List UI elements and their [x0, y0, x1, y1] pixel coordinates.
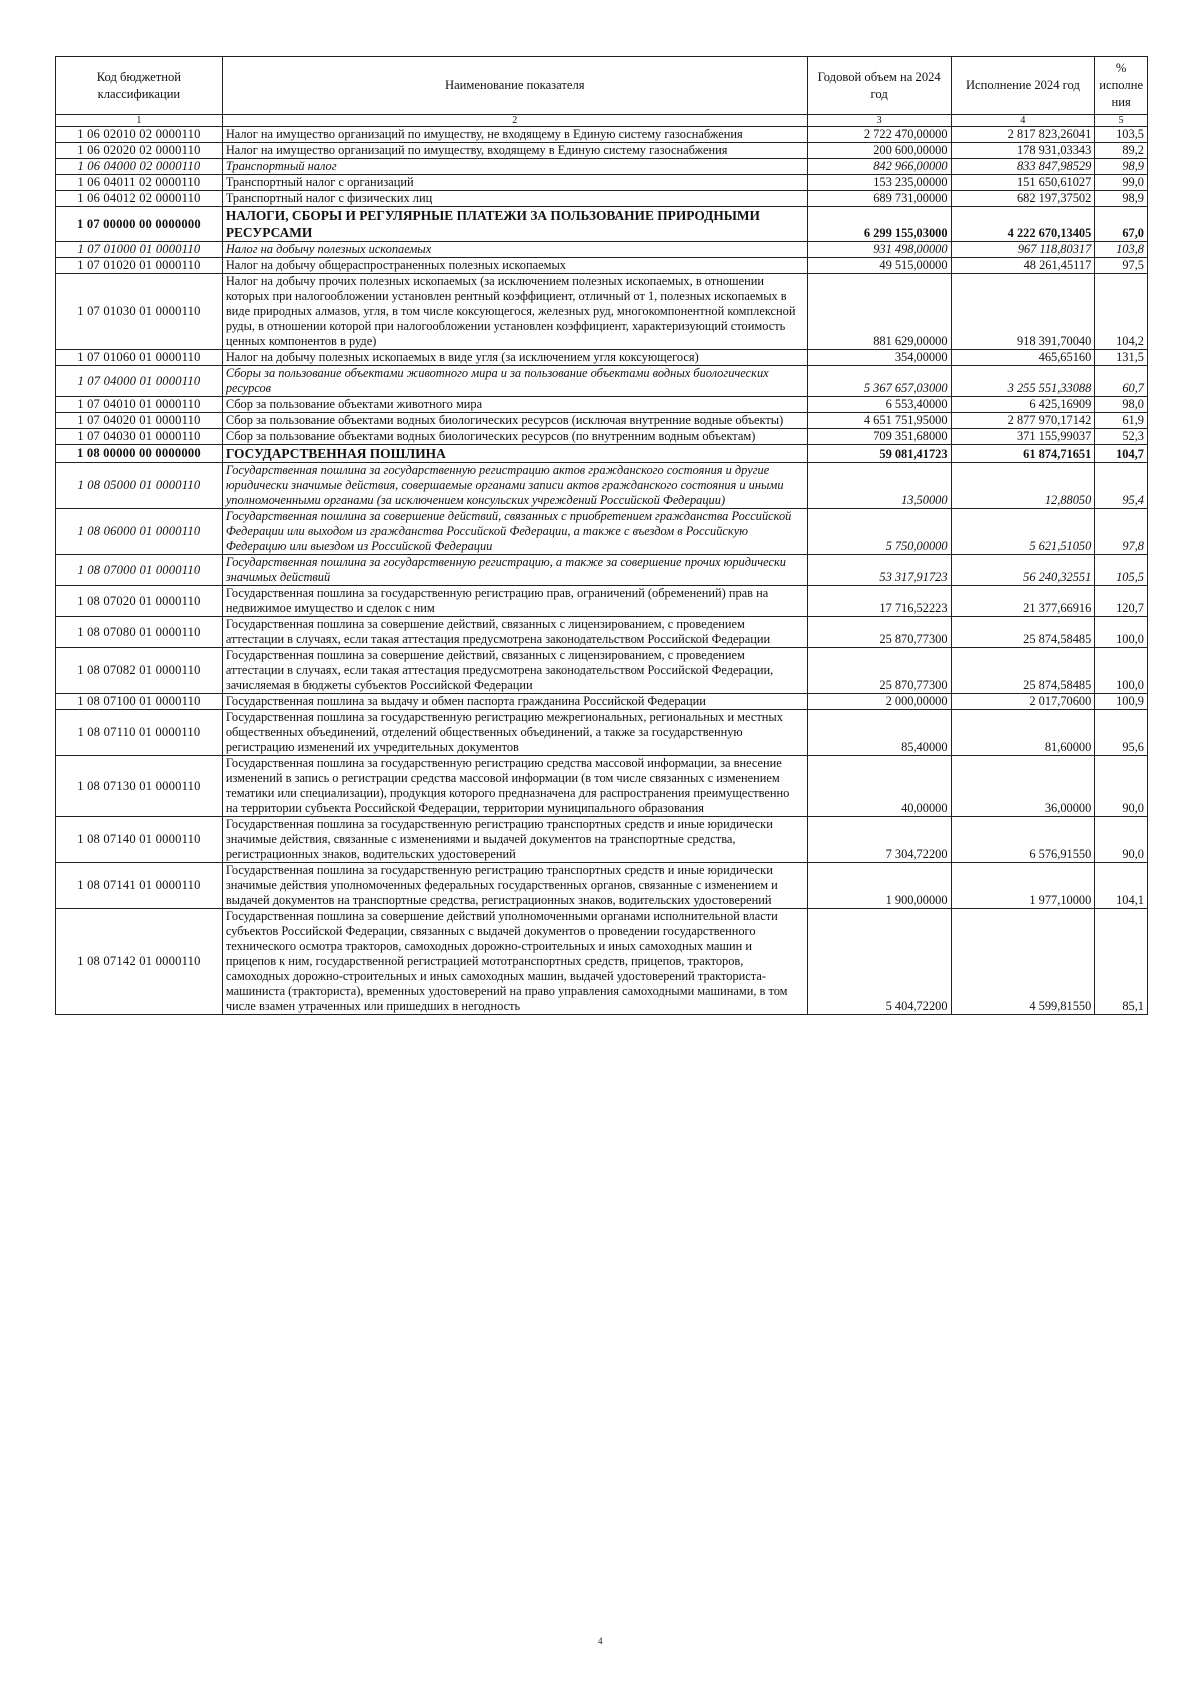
row-exec: 4 599,81550: [951, 909, 1095, 1015]
table-row: [56, 207, 1148, 242]
row-pct: 104,1: [1095, 863, 1148, 909]
table-row: [56, 586, 1148, 617]
row-exec: 465,65160: [951, 350, 1095, 366]
row-exec: 36,00000: [951, 756, 1095, 817]
row-pct: 95,4: [1095, 463, 1148, 509]
row-code: 1 07 00000 00 0000000: [56, 207, 223, 242]
row-exec: 48 261,45117: [951, 258, 1095, 274]
column-number: 3: [807, 115, 951, 127]
row-plan: 931 498,00000: [807, 242, 951, 258]
row-pct: 103,5: [1095, 127, 1148, 143]
row-name: Сбор за пользование объектами животного мира: [222, 397, 807, 413]
row-pct: 61,9: [1095, 413, 1148, 429]
row-name: Государственная пошлина за государственную регистрацию транспортных средств и иные юридически значимые действия уполномоченных федеральных государственных органов, связанные с изменением и выдачей документов на транспортные средства, регистрационных знаков, водительских удостоверений: [222, 863, 807, 909]
row-code: 1 06 02020 02 0000110: [56, 143, 223, 159]
row-name: Налог на добычу общераспространенных полезных ископаемых: [222, 258, 807, 274]
row-name: Налог на имущество организаций по имуществу, не входящему в Единую систему газоснабжения: [222, 127, 807, 143]
row-code: 1 07 04020 01 0000110: [56, 413, 223, 429]
row-name: Налог на добычу полезных ископаемых: [222, 242, 807, 258]
row-exec: 5 621,51050: [951, 509, 1095, 555]
row-pct: 98,9: [1095, 159, 1148, 175]
row-pct: 60,7: [1095, 366, 1148, 397]
row-plan: 842 966,00000: [807, 159, 951, 175]
table-row: [56, 127, 1148, 143]
table-row: [56, 175, 1148, 191]
row-plan: 25 870,77300: [807, 617, 951, 648]
row-name: Государственная пошлина за государственную регистрацию транспортных средств и иные юридически значимые действия, связанные с изменениями и выдачей документов на транспортные средства, регистрационных знаков, водительских удостоверений: [222, 817, 807, 863]
row-plan: 2 722 470,00000: [807, 127, 951, 143]
row-plan: 689 731,00000: [807, 191, 951, 207]
row-exec: 918 391,70040: [951, 274, 1095, 350]
row-name: Государственная пошлина за совершение действий, связанных с лицензированием, с проведением аттестации в случаях, если такая аттестация предусмотрена законодательством Российской Федерации: [222, 617, 807, 648]
row-name: Государственная пошлина за государственную регистрацию межрегиональных, региональных и местных общественных объединений, отделений общественных объединений, а также за государственную регистрацию изменений их учредительных документов: [222, 710, 807, 756]
table-row: [56, 617, 1148, 648]
row-exec: 6 425,16909: [951, 397, 1095, 413]
row-name: Государственная пошлина за государственную регистрацию средства массовой информации, за внесение изменений в запись о регистрации средства массовой информации (в том числе связанных с изменением тематики или специализации), продукция которого предназначена для распространения преимущественно на территории субъекта Российской Федерации, территории муниципального образования: [222, 756, 807, 817]
row-pct: 100,0: [1095, 648, 1148, 694]
row-name: Транспортный налог с физических лиц: [222, 191, 807, 207]
row-name: Сборы за пользование объектами животного мира и за пользование объектами водных биологических ресурсов: [222, 366, 807, 397]
row-exec: 12,88050: [951, 463, 1095, 509]
row-code: 1 08 05000 01 0000110: [56, 463, 223, 509]
row-exec: 21 377,66916: [951, 586, 1095, 617]
row-exec: 178 931,03343: [951, 143, 1095, 159]
row-exec: 151 650,61027: [951, 175, 1095, 191]
table-row: [56, 429, 1148, 445]
row-exec: 25 874,58485: [951, 617, 1095, 648]
row-name: Государственная пошлина за государственную регистрацию прав, ограничений (обременений) прав на недвижимое имущество и сделок с ним: [222, 586, 807, 617]
column-number: 4: [951, 115, 1095, 127]
row-pct: 104,7: [1095, 445, 1148, 463]
row-name: Сбор за пользование объектами водных биологических ресурсов (по внутренним водным объектам): [222, 429, 807, 445]
row-name: Налог на добычу прочих полезных ископаемых (за исключением полезных ископаемых, в отношении которых при налогообложении установлен рентный коэффициент, отличный от 1, полезных ископаемых в виде природных алмазов, угля, в том числе коксующегося, железных руд, многокомпонентной комплексной руды, в отношении которой при налогообложении установлен коэффициент, характеризующий стоимость ценных компонентов в руде): [222, 274, 807, 350]
row-plan: 53 317,91723: [807, 555, 951, 586]
table-row: [56, 350, 1148, 366]
row-code: 1 07 01030 01 0000110: [56, 274, 223, 350]
row-exec: 81,60000: [951, 710, 1095, 756]
row-pct: 67,0: [1095, 207, 1148, 242]
row-exec: 25 874,58485: [951, 648, 1095, 694]
table-row: [56, 366, 1148, 397]
budget-table: [55, 56, 1148, 1015]
row-plan: 7 304,72200: [807, 817, 951, 863]
row-code: 1 06 04000 02 0000110: [56, 159, 223, 175]
row-plan: 1 900,00000: [807, 863, 951, 909]
row-exec: 967 118,80317: [951, 242, 1095, 258]
column-number: 1: [56, 115, 223, 127]
table-row: [56, 191, 1148, 207]
table-row: [56, 863, 1148, 909]
row-code: 1 06 02010 02 0000110: [56, 127, 223, 143]
row-pct: 100,0: [1095, 617, 1148, 648]
table-row: [56, 445, 1148, 463]
table-body: [56, 127, 1148, 1015]
row-code: 1 08 07142 01 0000110: [56, 909, 223, 1015]
row-plan: 40,00000: [807, 756, 951, 817]
row-code: 1 08 07100 01 0000110: [56, 694, 223, 710]
row-code: 1 06 04011 02 0000110: [56, 175, 223, 191]
table-row: [56, 756, 1148, 817]
row-plan: 2 000,00000: [807, 694, 951, 710]
row-plan: 5 367 657,03000: [807, 366, 951, 397]
table-row: [56, 258, 1148, 274]
row-pct: 89,2: [1095, 143, 1148, 159]
row-plan: 153 235,00000: [807, 175, 951, 191]
row-code: 1 08 07000 01 0000110: [56, 555, 223, 586]
row-pct: 85,1: [1095, 909, 1148, 1015]
row-plan: 200 600,00000: [807, 143, 951, 159]
row-name: ГОСУДАРСТВЕННАЯ ПОШЛИНА: [222, 445, 807, 463]
row-pct: 90,0: [1095, 756, 1148, 817]
budget-sheet: [55, 56, 1148, 1015]
row-pct: 100,9: [1095, 694, 1148, 710]
row-name: Государственная пошлина за выдачу и обмен паспорта гражданина Российской Федерации: [222, 694, 807, 710]
row-pct: 98,0: [1095, 397, 1148, 413]
column-number: 5: [1095, 115, 1148, 127]
table-row: [56, 509, 1148, 555]
row-code: 1 06 04012 02 0000110: [56, 191, 223, 207]
table-row: [56, 648, 1148, 694]
row-exec: 4 222 670,13405: [951, 207, 1095, 242]
row-plan: 13,50000: [807, 463, 951, 509]
row-code: 1 08 07082 01 0000110: [56, 648, 223, 694]
row-exec: 2 017,70600: [951, 694, 1095, 710]
row-exec: 6 576,91550: [951, 817, 1095, 863]
row-code: 1 08 07080 01 0000110: [56, 617, 223, 648]
table-row: [56, 909, 1148, 1015]
row-name: Государственная пошлина за совершение действий уполномоченными органами исполнительной власти субъектов Российской Федерации, связанных с выдачей документов о проведении государственного технического осмотра тракторов, самоходных дорожно-строительных и иных самоходных машин и прицепов к ним, государственной регистрацией мототранспортных средств, прицепов, тракторов, самоходных дорожно-строительных и иных самоходных машин, выдачей удостоверений тракториста-машиниста (тракториста), временных удостоверений на право управления самоходными машинами, в том числе взамен утраченных или пришедших в негодность: [222, 909, 807, 1015]
row-pct: 105,5: [1095, 555, 1148, 586]
row-plan: 5 404,72200: [807, 909, 951, 1015]
table-row: [56, 463, 1148, 509]
row-plan: 709 351,68000: [807, 429, 951, 445]
table-row: [56, 143, 1148, 159]
table-row: [56, 397, 1148, 413]
row-exec: 833 847,98529: [951, 159, 1095, 175]
row-pct: 97,8: [1095, 509, 1148, 555]
row-code: 1 07 01020 01 0000110: [56, 258, 223, 274]
row-code: 1 08 00000 00 0000000: [56, 445, 223, 463]
row-pct: 90,0: [1095, 817, 1148, 863]
row-exec: 371 155,99037: [951, 429, 1095, 445]
row-code: 1 07 04010 01 0000110: [56, 397, 223, 413]
row-pct: 104,2: [1095, 274, 1148, 350]
table-row: [56, 159, 1148, 175]
row-plan: 25 870,77300: [807, 648, 951, 694]
row-name: Налог на имущество организаций по имуществу, входящему в Единую систему газоснабжения: [222, 143, 807, 159]
row-plan: 6 553,40000: [807, 397, 951, 413]
row-plan: 881 629,00000: [807, 274, 951, 350]
row-code: 1 08 07130 01 0000110: [56, 756, 223, 817]
row-exec: 56 240,32551: [951, 555, 1095, 586]
column-number: 2: [222, 115, 807, 127]
row-plan: 59 081,41723: [807, 445, 951, 463]
row-name: НАЛОГИ, СБОРЫ И РЕГУЛЯРНЫЕ ПЛАТЕЖИ ЗА ПОЛЬЗОВАНИЕ ПРИРОДНЫМИ РЕСУРСАМИ: [222, 207, 807, 242]
header-plan: Годовой объем на 2024 год: [807, 57, 951, 115]
row-name: Транспортный налог: [222, 159, 807, 175]
row-code: 1 08 07140 01 0000110: [56, 817, 223, 863]
row-code: 1 07 01060 01 0000110: [56, 350, 223, 366]
table-row: [56, 274, 1148, 350]
row-name: Государственная пошлина за совершение действий, связанных с лицензированием, с проведением аттестации в случаях, если такая аттестация предусмотрена законодательством Российской Федерации, зачисляемая в бюджеты субъектов Российской Федерации: [222, 648, 807, 694]
row-code: 1 08 06000 01 0000110: [56, 509, 223, 555]
table-row: [56, 694, 1148, 710]
row-plan: 6 299 155,03000: [807, 207, 951, 242]
row-pct: 97,5: [1095, 258, 1148, 274]
row-name: Государственная пошлина за совершение действий, связанных с приобретением гражданства Российской Федерации или выходом из гражданства Российской Федерации, а также с въездом в Российскую Федерацию или выездом из Российской Федерации: [222, 509, 807, 555]
row-plan: 49 515,00000: [807, 258, 951, 274]
row-pct: 120,7: [1095, 586, 1148, 617]
page-number: 4: [598, 1636, 603, 1646]
table-row: [56, 817, 1148, 863]
row-code: 1 08 07141 01 0000110: [56, 863, 223, 909]
row-exec: 682 197,37502: [951, 191, 1095, 207]
row-plan: 85,40000: [807, 710, 951, 756]
row-pct: 98,9: [1095, 191, 1148, 207]
row-exec: 2 877 970,17142: [951, 413, 1095, 429]
row-code: 1 07 04000 01 0000110: [56, 366, 223, 397]
row-code: 1 08 07020 01 0000110: [56, 586, 223, 617]
header-name: Наименование показателя: [222, 57, 807, 115]
header-row: [56, 57, 1148, 115]
header-exec: Исполнение 2024 год: [951, 57, 1095, 115]
row-name: Государственная пошлина за государственную регистрацию, а также за совершение прочих юридически значимых действий: [222, 555, 807, 586]
column-number-row: [56, 115, 1148, 127]
row-pct: 52,3: [1095, 429, 1148, 445]
row-pct: 99,0: [1095, 175, 1148, 191]
row-exec: 61 874,71651: [951, 445, 1095, 463]
table-row: [56, 710, 1148, 756]
header-pct: % исполне ния: [1095, 57, 1148, 115]
table-row: [56, 242, 1148, 258]
row-pct: 131,5: [1095, 350, 1148, 366]
row-code: 1 07 01000 01 0000110: [56, 242, 223, 258]
row-plan: 5 750,00000: [807, 509, 951, 555]
row-exec: 1 977,10000: [951, 863, 1095, 909]
row-name: Транспортный налог с организаций: [222, 175, 807, 191]
row-plan: 17 716,52223: [807, 586, 951, 617]
row-exec: 2 817 823,26041: [951, 127, 1095, 143]
row-name: Государственная пошлина за государственную регистрацию актов гражданского состояния и другие юридически значимые действия, совершаемые органами записи актов гражданского состояния и иными уполномоченными органами (за исключением консульских учреждений Российской Федерации): [222, 463, 807, 509]
row-pct: 103,8: [1095, 242, 1148, 258]
row-plan: 4 651 751,95000: [807, 413, 951, 429]
row-exec: 3 255 551,33088: [951, 366, 1095, 397]
row-code: 1 08 07110 01 0000110: [56, 710, 223, 756]
row-pct: 95,6: [1095, 710, 1148, 756]
row-code: 1 07 04030 01 0000110: [56, 429, 223, 445]
row-name: Сбор за пользование объектами водных биологических ресурсов (исключая внутренние водные объекты): [222, 413, 807, 429]
row-plan: 354,00000: [807, 350, 951, 366]
header-code: Код бюджетной классификации: [56, 57, 223, 115]
row-name: Налог на добычу полезных ископаемых в виде угля (за исключением угля коксующегося): [222, 350, 807, 366]
table-row: [56, 555, 1148, 586]
table-row: [56, 413, 1148, 429]
